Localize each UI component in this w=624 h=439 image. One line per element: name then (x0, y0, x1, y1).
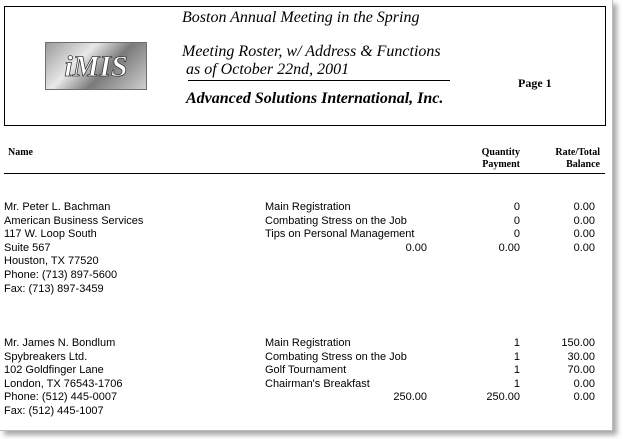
address-line: Spybreakers Ltd. (4, 350, 88, 363)
function-name: Tips on Personal Management (265, 228, 415, 241)
address-line: Fax: (713) 897-3459 (4, 282, 104, 295)
column-header-payment: Payment (482, 159, 520, 170)
registrant-balance: 0.00 (573, 391, 595, 404)
column-divider (4, 173, 605, 174)
address-line: Suite 567 (4, 241, 51, 254)
function-name: Combating Stress on the Job (265, 214, 407, 227)
registrant-functions (265, 201, 414, 242)
registrant-payment: 0.00 (498, 241, 520, 254)
column-header-quantity-payment (482, 147, 520, 171)
function-quantity: 1 (513, 337, 520, 349)
function-rate: 70.00 (567, 364, 595, 377)
function-quantity: 1 (513, 350, 520, 363)
address-line: Phone: (713) 897-5600 (4, 268, 118, 281)
function-name: Golf Tournament (265, 364, 347, 377)
imis-logo-graphic (46, 43, 146, 89)
column-header-balance: Balance (566, 159, 600, 170)
report-date: as of October 22nd, 2001 (186, 61, 350, 78)
function-name: Main Registration (265, 201, 351, 213)
function-rate: 30.00 (567, 350, 595, 363)
function-rate: 0.00 (573, 228, 595, 241)
registrant-address (4, 201, 143, 296)
report-subtitle: Meeting Roster, w/ Address & Functions (182, 43, 441, 60)
address-line: Houston, TX 77520 (4, 255, 99, 268)
address-line: Mr. Peter L. Bachman (4, 201, 111, 213)
address-line: Fax: (512) 445-1007 (4, 404, 104, 417)
registrant-payment: 250.00 (486, 391, 520, 404)
address-line: Mr. James N. Bondlum (4, 337, 116, 349)
column-header-rate-total: Rate/Total (555, 147, 600, 158)
column-header-rate-balance (555, 147, 600, 171)
address-line: 117 W. Loop South (4, 228, 97, 241)
address-line: London, TX 76543-1706 (4, 377, 123, 390)
function-quantity: 1 (513, 364, 520, 377)
address-line: Phone: (512) 445-0007 (4, 391, 118, 404)
page-number: Page 1 (518, 76, 552, 90)
function-name: Chairman's Breakfast (265, 377, 370, 390)
column-header-quantity: Quantity (481, 147, 520, 158)
logo-text: iMIS (64, 50, 128, 83)
function-quantity: 0 (513, 201, 520, 213)
registrant-balance: 0.00 (573, 241, 595, 254)
imis-logo (45, 42, 147, 90)
registrant-total: 250.00 (393, 391, 427, 404)
function-rate: 150.00 (561, 337, 595, 349)
function-name: Main Registration (265, 337, 351, 349)
company-name: Advanced Solutions International, Inc. (186, 90, 444, 107)
address-line: 102 Goldfinger Lane (4, 364, 104, 377)
function-name: Combating Stress on the Job (265, 350, 407, 363)
function-quantity: 1 (513, 377, 520, 390)
column-header-name: Name (8, 147, 33, 158)
function-rate: 0.00 (573, 214, 595, 227)
function-rate: 0.00 (573, 201, 595, 213)
report-title: Boston Annual Meeting in the Spring (182, 9, 420, 26)
registrant-functions (265, 337, 407, 391)
address-line: American Business Services (4, 214, 144, 227)
date-underline (188, 80, 450, 81)
registrant-total: 0.00 (405, 241, 427, 254)
function-quantity: 0 (513, 228, 520, 241)
function-rate: 0.00 (573, 377, 595, 390)
function-quantity: 0 (513, 214, 520, 227)
registrant-address (4, 337, 122, 419)
